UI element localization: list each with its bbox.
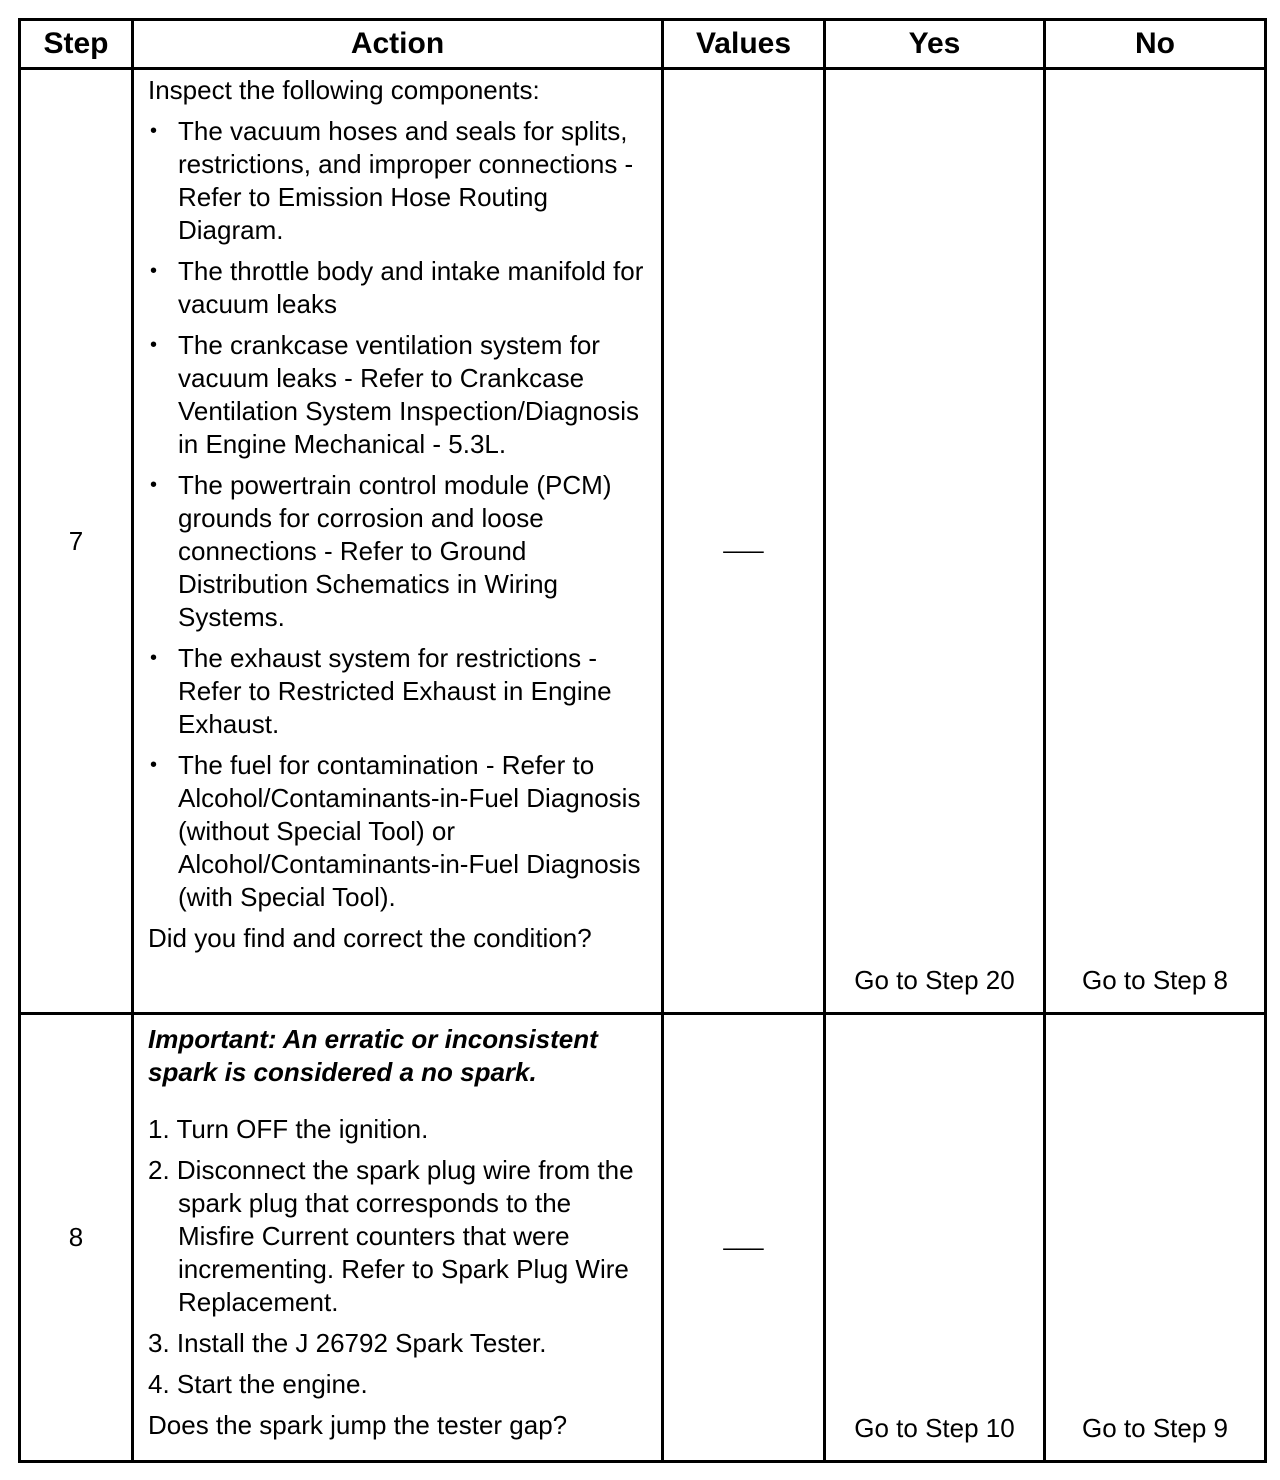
list-item: • The throttle body and intake manifold for vacuum leaks: [150, 256, 644, 319]
bullet-icon: •: [150, 647, 158, 669]
header-action: Action: [133, 20, 663, 69]
bullet-icon: •: [150, 120, 158, 142]
header-row: [20, 20, 1266, 69]
action-cell: [133, 69, 663, 1014]
list-item: • The powertrain control module (PCM) grounds for corrosion and loose connections - Refer to Ground Distribution Schematics in Wiring Systems.: [150, 470, 612, 632]
bullet-icon: •: [150, 334, 158, 356]
no-cell: Go to Step 9: [1045, 1014, 1266, 1462]
list-item: • The crankcase ventilation system for vacuum leaks - Refer to Crankcase Ventilation System Inspection/Diagnosis in Engine Mechanical - 5.3L.: [150, 330, 640, 459]
list-item: 4. Start the engine.: [148, 1369, 368, 1399]
list-item: 1. Turn OFF the ignition.: [148, 1114, 429, 1144]
action-question: Did you find and correct the condition?: [148, 923, 592, 953]
step-number: 8: [20, 1014, 133, 1462]
header-no: No: [1045, 20, 1266, 69]
values-cell: ___: [663, 69, 825, 1014]
values-cell: ___: [663, 1014, 825, 1462]
step-number: 7: [20, 69, 133, 1014]
action-cell: [133, 1014, 663, 1462]
table-row-step-8: [20, 1014, 1266, 1462]
list-item: 2. Disconnect the spark plug wire from the spark plug that corresponds to the Misfire Current counters that were incrementing. Refer to Spark Plug Wire Replacement.: [148, 1155, 634, 1317]
bullet-icon: •: [150, 260, 158, 282]
header-values: Values: [663, 20, 825, 69]
yes-cell: Go to Step 20: [825, 69, 1045, 1014]
header-step: Step: [20, 20, 133, 69]
list-item: • The exhaust system for restrictions - Refer to Restricted Exhaust in Engine Exhaust.: [150, 643, 612, 739]
important-note: Important: An erratic or inconsistent spark is considered a no spark.: [148, 1024, 598, 1087]
component-list: [148, 115, 649, 914]
bullet-icon: •: [150, 754, 158, 776]
action-intro: Inspect the following components:: [148, 75, 540, 105]
table-row-step-7: [20, 69, 1266, 1014]
list-item: 3. Install the J 26792 Spark Tester.: [148, 1328, 547, 1358]
list-item: • The vacuum hoses and seals for splits, restrictions, and improper connections - Refer to Emission Hose Routing Diagram.: [150, 116, 634, 245]
action-question: Does the spark jump the tester gap?: [148, 1410, 568, 1440]
no-cell: Go to Step 8: [1045, 69, 1266, 1014]
header-yes: Yes: [825, 20, 1045, 69]
procedure-list: [148, 1113, 649, 1401]
yes-cell: Go to Step 10: [825, 1014, 1045, 1462]
diagnostic-table: [18, 18, 1267, 1463]
bullet-icon: •: [150, 474, 158, 496]
list-item: • The fuel for contamination - Refer to Alcohol/Contaminants-in-Fuel Diagnosis (without Special Tool) or Alcohol/Contaminants-in-Fuel Diagnosis (with Special Tool).: [150, 750, 641, 912]
